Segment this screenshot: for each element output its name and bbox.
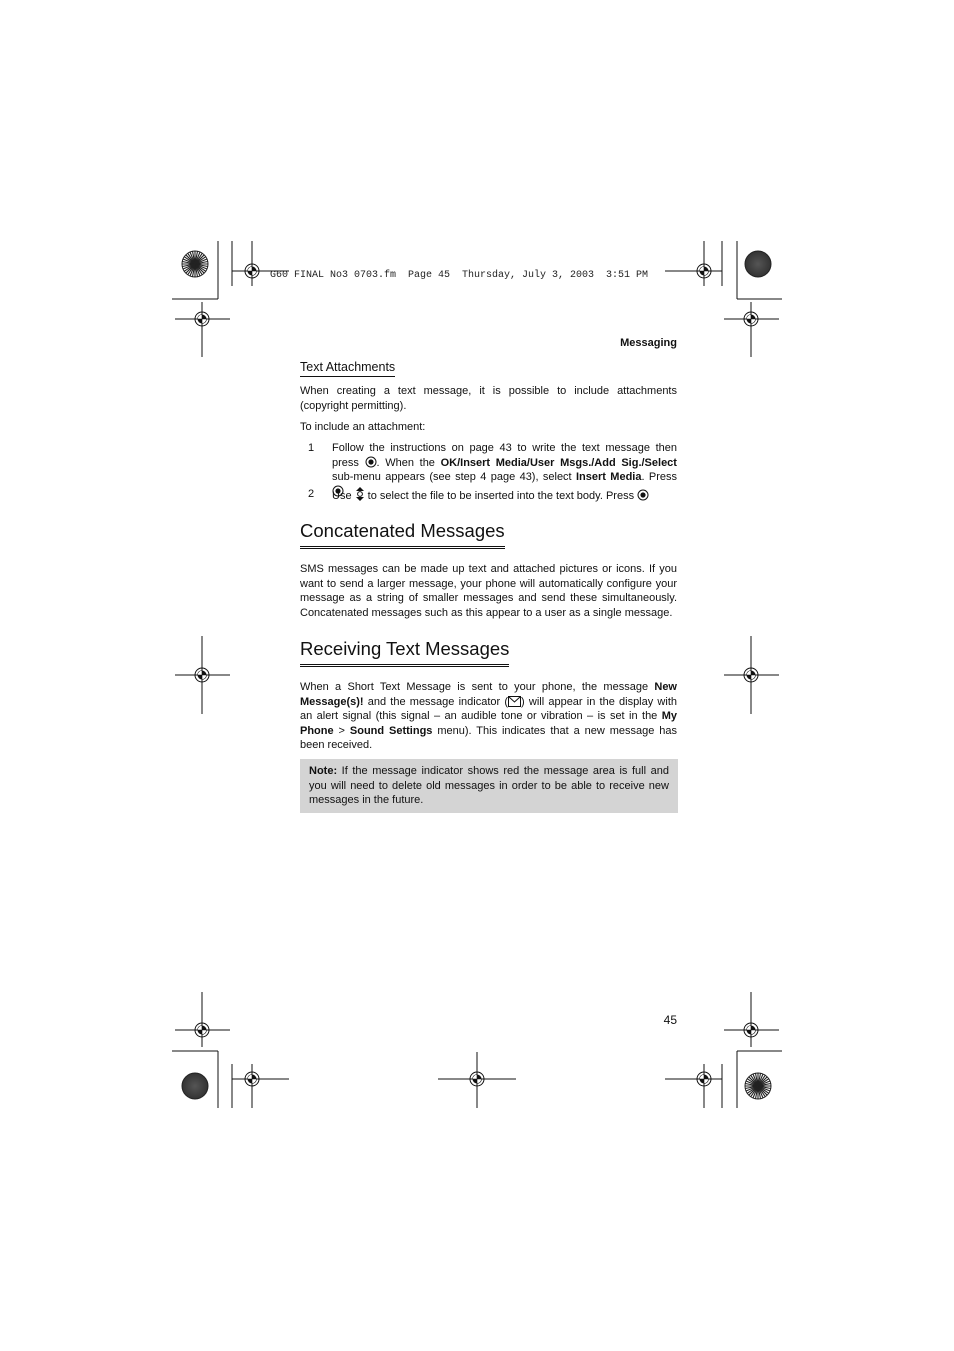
intro-paragraph: When creating a text message, it is possible to include attachments (copyright permitting). xyxy=(300,385,677,412)
list-number: 1 xyxy=(308,442,315,454)
list-text: Follow the instructions on page 43 to write the text message then press . When the OK/Insert Media/User Msgs./Add Sig./Select sub-menu appears (see step 4 page 43), select Insert Media. Press xyxy=(332,441,677,499)
select-key-icon xyxy=(365,456,377,468)
receiving-paragraph: When a Short Text Message is sent to your phone, the message New Message(s)! and the message indicator ( ) will appear in the display with an alert signal (this signal – an audible tone or vibration – is set in the My Phone > Sound Settings menu). This indicates that a new message has been received. xyxy=(300,681,677,751)
intro-line: To include an attachment: xyxy=(300,421,426,433)
navigation-key-icon xyxy=(355,487,365,501)
running-head: Messaging xyxy=(620,337,677,349)
concatenated-paragraph: SMS messages can be made up text and attached pictures or icons. If you want to send a larger message, your phone will automatically configure your message as a string of smaller messages and send these simultaneously. Concatenated messages such as this appear to a user as a single message. xyxy=(300,563,677,619)
heading-receiving-text-messages: Receiving Text Messages xyxy=(300,638,509,667)
note-text: Note: If the message indicator shows red the message area is full and you will need to delete old messages in order to be able to receive new messages in the future. xyxy=(309,765,669,806)
file-slug: G60 FINAL No3 0703.fm Page 45 Thursday, July 3, 2003 3:51 PM xyxy=(270,270,649,281)
select-key-icon xyxy=(637,489,649,501)
heading-concatenated-messages: Concatenated Messages xyxy=(300,520,505,549)
envelope-icon xyxy=(508,696,521,707)
page-number: 45 xyxy=(663,1013,677,1027)
list-number: 2 xyxy=(308,488,315,500)
list-text: Use to select the file to be inserted into the text body. Press xyxy=(332,487,677,504)
note-label: Note: xyxy=(309,765,338,777)
note-box xyxy=(300,759,678,813)
subheading-text-attachments: Text Attachments xyxy=(300,360,395,377)
